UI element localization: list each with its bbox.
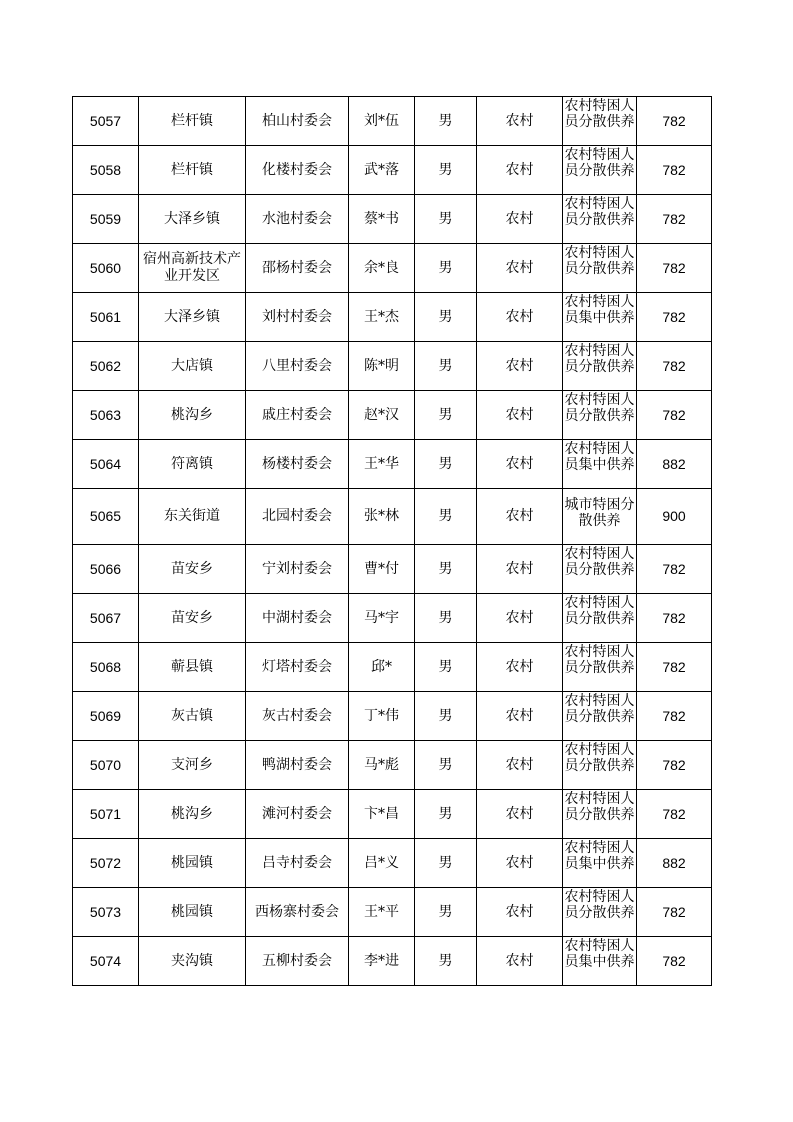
- cell-category: [563, 545, 637, 594]
- table-row: [73, 293, 712, 342]
- cell-amount: 782: [637, 888, 712, 937]
- cell-amount: 782: [637, 293, 712, 342]
- cell-name: 马*宇: [349, 594, 415, 643]
- cell-village: 鸭湖村委会: [246, 741, 349, 790]
- cell-amount: 882: [637, 839, 712, 888]
- cell-town: 苗安乡: [139, 545, 246, 594]
- cell-area: 农村: [477, 839, 563, 888]
- cell-amount: 782: [637, 790, 712, 839]
- cell-town: 夹沟镇: [139, 937, 246, 986]
- table-row: [73, 692, 712, 741]
- table-row: [73, 244, 712, 293]
- cell-category: [563, 97, 637, 146]
- cell-name: 张*林: [349, 489, 415, 545]
- cell-town: 大泽乡镇: [139, 195, 246, 244]
- cell-village: 中湖村委会: [246, 594, 349, 643]
- cell-village: 西杨寨村委会: [246, 888, 349, 937]
- cell-category: [563, 594, 637, 643]
- cell-gender: 男: [415, 244, 477, 293]
- cell-area: 农村: [477, 692, 563, 741]
- cell-name: 武*落: [349, 146, 415, 195]
- cell-id: 5064: [73, 440, 139, 489]
- cell-name: 蔡*书: [349, 195, 415, 244]
- cell-id: 5068: [73, 643, 139, 692]
- table-row: [73, 97, 712, 146]
- category-text: 农村特困人员分散供养: [564, 888, 635, 921]
- table-row: [73, 594, 712, 643]
- cell-gender: 男: [415, 888, 477, 937]
- cell-gender: 男: [415, 489, 477, 545]
- cell-town: 宿州高新技术产业开发区: [139, 244, 246, 293]
- cell-category: [563, 244, 637, 293]
- cell-area: 农村: [477, 195, 563, 244]
- cell-gender: 男: [415, 97, 477, 146]
- cell-id: 5069: [73, 692, 139, 741]
- cell-town: 支河乡: [139, 741, 246, 790]
- cell-id: 5073: [73, 888, 139, 937]
- cell-town: 苗安乡: [139, 594, 246, 643]
- cell-gender: 男: [415, 545, 477, 594]
- cell-area: 农村: [477, 741, 563, 790]
- cell-id: 5066: [73, 545, 139, 594]
- cell-id: 5065: [73, 489, 139, 545]
- table-row: [73, 146, 712, 195]
- cell-id: 5067: [73, 594, 139, 643]
- category-text: 农村特困人员分散供养: [564, 643, 635, 676]
- cell-amount: 882: [637, 440, 712, 489]
- cell-name: 赵*汉: [349, 391, 415, 440]
- cell-id: 5070: [73, 741, 139, 790]
- cell-name: 李*进: [349, 937, 415, 986]
- table-row: [73, 888, 712, 937]
- cell-category: [563, 790, 637, 839]
- cell-area: 农村: [477, 643, 563, 692]
- cell-amount: 782: [637, 741, 712, 790]
- cell-name: 丁*伟: [349, 692, 415, 741]
- cell-gender: 男: [415, 146, 477, 195]
- category-text: 农村特困人员分散供养: [564, 594, 635, 627]
- cell-gender: 男: [415, 790, 477, 839]
- cell-village: 杨楼村委会: [246, 440, 349, 489]
- cell-village: 灯塔村委会: [246, 643, 349, 692]
- category-text: 农村特困人员集中供养: [564, 440, 635, 473]
- cell-gender: 男: [415, 741, 477, 790]
- cell-id: 5072: [73, 839, 139, 888]
- cell-village: 滩河村委会: [246, 790, 349, 839]
- cell-town: 大泽乡镇: [139, 293, 246, 342]
- cell-category: [563, 643, 637, 692]
- cell-village: 灰古村委会: [246, 692, 349, 741]
- cell-town: 栏杆镇: [139, 146, 246, 195]
- cell-area: 农村: [477, 937, 563, 986]
- cell-town: 符离镇: [139, 440, 246, 489]
- cell-area: 农村: [477, 790, 563, 839]
- cell-village: 柏山村委会: [246, 97, 349, 146]
- cell-id: 5058: [73, 146, 139, 195]
- cell-name: 刘*伍: [349, 97, 415, 146]
- cell-town: 桃沟乡: [139, 391, 246, 440]
- table-row: [73, 440, 712, 489]
- cell-id: 5074: [73, 937, 139, 986]
- cell-town: 栏杆镇: [139, 97, 246, 146]
- cell-name: 吕*义: [349, 839, 415, 888]
- category-text: 农村特困人员集中供养: [564, 839, 635, 872]
- cell-name: 王*杰: [349, 293, 415, 342]
- cell-gender: 男: [415, 195, 477, 244]
- cell-name: 卞*昌: [349, 790, 415, 839]
- cell-name: 陈*明: [349, 342, 415, 391]
- cell-village: 刘村村委会: [246, 293, 349, 342]
- cell-name: 王*平: [349, 888, 415, 937]
- category-text: 农村特困人员集中供养: [564, 293, 635, 326]
- cell-category: [563, 888, 637, 937]
- cell-amount: 782: [637, 146, 712, 195]
- table-row: [73, 489, 712, 545]
- cell-amount: 782: [637, 391, 712, 440]
- cell-village: 化楼村委会: [246, 146, 349, 195]
- cell-area: 农村: [477, 888, 563, 937]
- cell-village: 邵杨村委会: [246, 244, 349, 293]
- cell-town: 桃园镇: [139, 839, 246, 888]
- cell-name: 马*彪: [349, 741, 415, 790]
- table-row: [73, 545, 712, 594]
- cell-id: 5061: [73, 293, 139, 342]
- table-row: [73, 342, 712, 391]
- cell-village: 宁刘村委会: [246, 545, 349, 594]
- cell-village: 北园村委会: [246, 489, 349, 545]
- cell-town: 大店镇: [139, 342, 246, 391]
- cell-gender: 男: [415, 937, 477, 986]
- cell-area: 农村: [477, 391, 563, 440]
- cell-category: [563, 391, 637, 440]
- cell-village: 戚庄村委会: [246, 391, 349, 440]
- category-text: 城市特困分散供养: [564, 497, 635, 529]
- cell-gender: 男: [415, 293, 477, 342]
- cell-town: 灰古镇: [139, 692, 246, 741]
- table-row: [73, 741, 712, 790]
- cell-category: [563, 440, 637, 489]
- cell-amount: 782: [637, 195, 712, 244]
- cell-town: 桃沟乡: [139, 790, 246, 839]
- cell-amount: 900: [637, 489, 712, 545]
- cell-gender: 男: [415, 643, 477, 692]
- cell-area: 农村: [477, 594, 563, 643]
- category-text: 农村特困人员分散供养: [564, 741, 635, 774]
- cell-category: [563, 146, 637, 195]
- cell-category: [563, 293, 637, 342]
- cell-area: 农村: [477, 244, 563, 293]
- cell-gender: 男: [415, 391, 477, 440]
- cell-id: 5071: [73, 790, 139, 839]
- cell-area: 农村: [477, 293, 563, 342]
- cell-town: 桃园镇: [139, 888, 246, 937]
- table-row: [73, 839, 712, 888]
- cell-town: 东关街道: [139, 489, 246, 545]
- cell-amount: 782: [637, 643, 712, 692]
- cell-category: [563, 839, 637, 888]
- cell-village: 水池村委会: [246, 195, 349, 244]
- category-text: 农村特困人员分散供养: [564, 692, 635, 725]
- cell-area: 农村: [477, 489, 563, 545]
- cell-area: 农村: [477, 545, 563, 594]
- cell-category: [563, 195, 637, 244]
- cell-gender: 男: [415, 440, 477, 489]
- cell-town: 蕲县镇: [139, 643, 246, 692]
- category-text: 农村特困人员分散供养: [564, 195, 635, 228]
- cell-id: 5060: [73, 244, 139, 293]
- cell-category: [563, 342, 637, 391]
- cell-category: [563, 489, 637, 545]
- cell-gender: 男: [415, 839, 477, 888]
- cell-area: 农村: [477, 440, 563, 489]
- category-text: 农村特困人员集中供养: [564, 937, 635, 970]
- category-text: 农村特困人员分散供养: [564, 146, 635, 179]
- table-row: [73, 643, 712, 692]
- cell-amount: 782: [637, 545, 712, 594]
- cell-id: 5057: [73, 97, 139, 146]
- cell-gender: 男: [415, 342, 477, 391]
- cell-amount: 782: [637, 594, 712, 643]
- cell-area: 农村: [477, 97, 563, 146]
- cell-amount: 782: [637, 342, 712, 391]
- cell-village: 八里村委会: [246, 342, 349, 391]
- category-text: 农村特困人员分散供养: [564, 244, 635, 277]
- cell-area: 农村: [477, 342, 563, 391]
- cell-name: 王*华: [349, 440, 415, 489]
- cell-id: 5063: [73, 391, 139, 440]
- beneficiary-table: [72, 96, 712, 986]
- category-text: 农村特困人员分散供养: [564, 342, 635, 375]
- cell-name: 邱*: [349, 643, 415, 692]
- cell-amount: 782: [637, 937, 712, 986]
- cell-village: 五柳村委会: [246, 937, 349, 986]
- table-row: [73, 195, 712, 244]
- category-text: 农村特困人员分散供养: [564, 97, 635, 130]
- cell-id: 5062: [73, 342, 139, 391]
- cell-area: 农村: [477, 146, 563, 195]
- category-text: 农村特困人员分散供养: [564, 391, 635, 424]
- cell-amount: 782: [637, 97, 712, 146]
- cell-name: 曹*付: [349, 545, 415, 594]
- cell-name: 余*良: [349, 244, 415, 293]
- cell-village: 吕寺村委会: [246, 839, 349, 888]
- table-body: [73, 97, 712, 986]
- cell-amount: 782: [637, 244, 712, 293]
- table-row: [73, 937, 712, 986]
- category-text: 农村特困人员分散供养: [564, 790, 635, 823]
- category-text: 农村特困人员分散供养: [564, 545, 635, 578]
- cell-gender: 男: [415, 594, 477, 643]
- cell-category: [563, 692, 637, 741]
- cell-category: [563, 937, 637, 986]
- cell-id: 5059: [73, 195, 139, 244]
- cell-amount: 782: [637, 692, 712, 741]
- table-row: [73, 790, 712, 839]
- table-row: [73, 391, 712, 440]
- cell-gender: 男: [415, 692, 477, 741]
- cell-category: [563, 741, 637, 790]
